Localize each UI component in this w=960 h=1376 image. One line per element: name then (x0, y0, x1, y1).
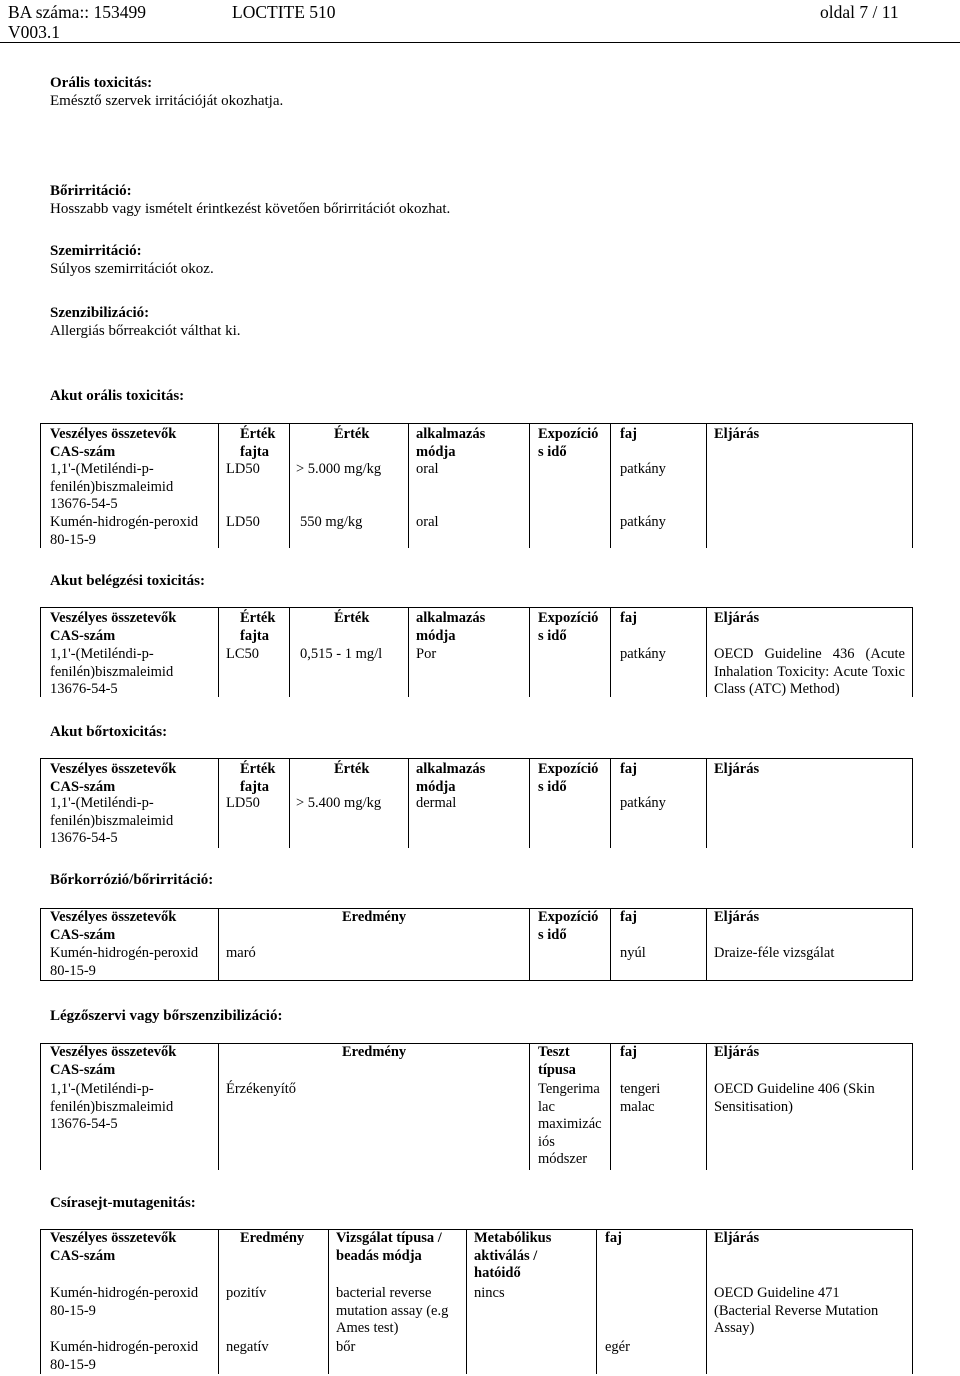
col-species: faj (620, 909, 637, 925)
col-value: Érték (334, 610, 370, 626)
page-number: oldal 7 / 11 (820, 2, 899, 22)
col-species: faj (620, 761, 637, 777)
col-value-type: Érték fajta (240, 761, 276, 795)
col-component: Veszélyes összetevők CAS-szám (50, 761, 177, 795)
cell-route: oral (416, 461, 439, 477)
cell-value: 0,515 - 1 mg/l (300, 646, 383, 662)
cell-result: negatív (226, 1339, 269, 1355)
cell-value: 550 mg/kg (300, 514, 363, 530)
col-result: Eredmény (342, 909, 407, 925)
cell-component: Kumén-hidrogén-peroxid 80-15-9 (50, 1339, 199, 1373)
table-acute-dermal (40, 758, 913, 848)
col-species: faj (620, 426, 637, 442)
cell-result: Érzékenyítő (226, 1081, 297, 1097)
col-metabolic: Metabólikus aktiválás / hatóidő (474, 1230, 552, 1281)
skin-irritation-text: Hosszabb vagy ismételt érintkezést követően bőrirritációt okozhat. (50, 201, 451, 217)
oral-tox-text: Emésztő szervek irritációját okozhatja. (50, 93, 284, 109)
sensitization-text: Allergiás bőrreakciót válthat ki. (50, 323, 241, 339)
cell-species: patkány (620, 461, 666, 477)
table-acute-oral (40, 423, 913, 548)
table-mutagenicity (40, 1229, 913, 1374)
cell-species: nyúl (620, 945, 646, 961)
table-sensitization (40, 1043, 913, 1170)
cell-component: Kumén-hidrogén-peroxid 80-15-9 (50, 945, 199, 979)
col-method: Eljárás (714, 1044, 760, 1060)
cell-study-type: bőr (336, 1339, 356, 1355)
cell-metabolic: nincs (474, 1285, 505, 1301)
col-exposure: Expozíció s idő (538, 909, 599, 943)
eye-irritation-title: Szemirritáció: (50, 243, 142, 259)
col-method: Eljárás (714, 761, 760, 777)
table-acute-oral-title: Akut orális toxicitás: (50, 388, 185, 404)
cell-component: Kumén-hidrogén-peroxid 80-15-9 (50, 1285, 199, 1319)
col-value: Érték (334, 426, 370, 442)
table-sensitization-title: Légzőszervi vagy bőrszenzibilizáció: (50, 1008, 283, 1024)
col-route: alkalmazás módja (416, 761, 486, 795)
table-acute-inhalation (40, 607, 913, 697)
sensitization-title: Szenzibilizáció: (50, 305, 150, 321)
col-method: Eljárás (714, 610, 760, 626)
cell-species: tengeri malac (620, 1081, 661, 1115)
col-exposure: Expozíció s idő (538, 610, 599, 644)
cell-route: dermal (416, 795, 457, 811)
cell-species: egér (605, 1339, 630, 1355)
col-value-type: Érték fajta (240, 426, 276, 460)
oral-tox-title: Orális toxicitás: (50, 75, 153, 91)
col-species: faj (605, 1230, 622, 1246)
cell-component: 1,1'-(Metiléndi-p- fenilén)biszmaleimid 13676-54-5 (50, 795, 174, 846)
header-rule (0, 42, 960, 43)
col-method: Eljárás (714, 1230, 760, 1246)
cell-method: OECD Guideline 471 (Bacterial Reverse Mutation Assay) (714, 1285, 879, 1336)
cell-method: Draize-féle vizsgálat (714, 945, 835, 961)
cell-species: patkány (620, 646, 666, 662)
cell-route: oral (416, 514, 439, 530)
cell-component: 1,1'-(Metiléndi-p- fenilén)biszmaleimid 13676-54-5 (50, 1081, 174, 1132)
col-component: Veszélyes összetevők CAS-szám (50, 1230, 177, 1264)
cell-route: Por (416, 646, 437, 662)
col-value-type: Érték fajta (240, 610, 276, 644)
table-skin-corrosion-title: Bőrkorrózió/bőrirritáció: (50, 872, 214, 888)
col-result: Eredmény (240, 1230, 305, 1246)
cell-result: pozitív (226, 1285, 267, 1301)
version: V003.1 (8, 22, 61, 42)
cell-method: OECD Guideline 406 (Skin Sensitisation) (714, 1081, 875, 1115)
col-method: Eljárás (714, 426, 760, 442)
col-study-type: Vizsgálat típusa / beadás módja (336, 1230, 442, 1264)
cell-component: Kumén-hidrogén-peroxid 80-15-9 (50, 514, 199, 548)
cell-species: patkány (620, 795, 666, 811)
cell-value-type: LD50 (226, 461, 260, 477)
product-name: LOCTITE 510 (232, 2, 336, 22)
cell-study-type: bacterial reverse mutation assay (e.g Ames test) (336, 1285, 449, 1336)
cell-value-type: LC50 (226, 646, 260, 662)
table-acute-dermal-title: Akut bőrtoxicitás: (50, 724, 168, 740)
col-component: Veszélyes összetevők CAS-szám (50, 610, 177, 644)
cell-method: OECD Guideline 436 (Acute Inhalation Toxicity: Acute Toxic Class (ATC) Method) (714, 646, 905, 697)
cell-value: > 5.000 mg/kg (296, 461, 382, 477)
cell-value-type: LD50 (226, 795, 260, 811)
cell-component: 1,1'-(Metiléndi-p- fenilén)biszmaleimid 13676-54-5 (50, 646, 174, 697)
col-exposure: Expozíció s idő (538, 761, 599, 795)
col-result: Eredmény (342, 1044, 407, 1060)
col-value: Érték (334, 761, 370, 777)
col-method: Eljárás (714, 909, 760, 925)
cell-value: > 5.400 mg/kg (296, 795, 382, 811)
cell-component: 1,1'-(Metiléndi-p- fenilén)biszmaleimid 13676-54-5 (50, 461, 174, 512)
col-species: faj (620, 1044, 637, 1060)
table-acute-inhalation-title: Akut belégzési toxicitás: (50, 573, 205, 589)
skin-irritation-title: Bőrirritáció: (50, 183, 132, 199)
cell-result: maró (226, 945, 256, 961)
col-test-type: Teszt típusa (538, 1044, 576, 1078)
eye-irritation-text: Súlyos szemirritációt okoz. (50, 261, 214, 277)
col-component: Veszélyes összetevők CAS-szám (50, 426, 177, 460)
cell-value-type: LD50 (226, 514, 260, 530)
col-component: Veszélyes összetevők CAS-szám (50, 1044, 177, 1078)
cell-test-type: Tengerima lac maximizác iós módszer (538, 1081, 602, 1167)
col-route: alkalmazás módja (416, 610, 486, 644)
col-component: Veszélyes összetevők CAS-szám (50, 909, 177, 943)
col-route: alkalmazás módja (416, 426, 486, 460)
table-skin-corrosion (40, 908, 913, 981)
col-exposure: Expozíció s idő (538, 426, 599, 460)
cell-species: patkány (620, 514, 666, 530)
table-mutagenicity-title: Csírasejt-mutagenitás: (50, 1195, 196, 1211)
col-species: faj (620, 610, 637, 626)
ba-number: BA száma:: 153499 (8, 2, 147, 22)
